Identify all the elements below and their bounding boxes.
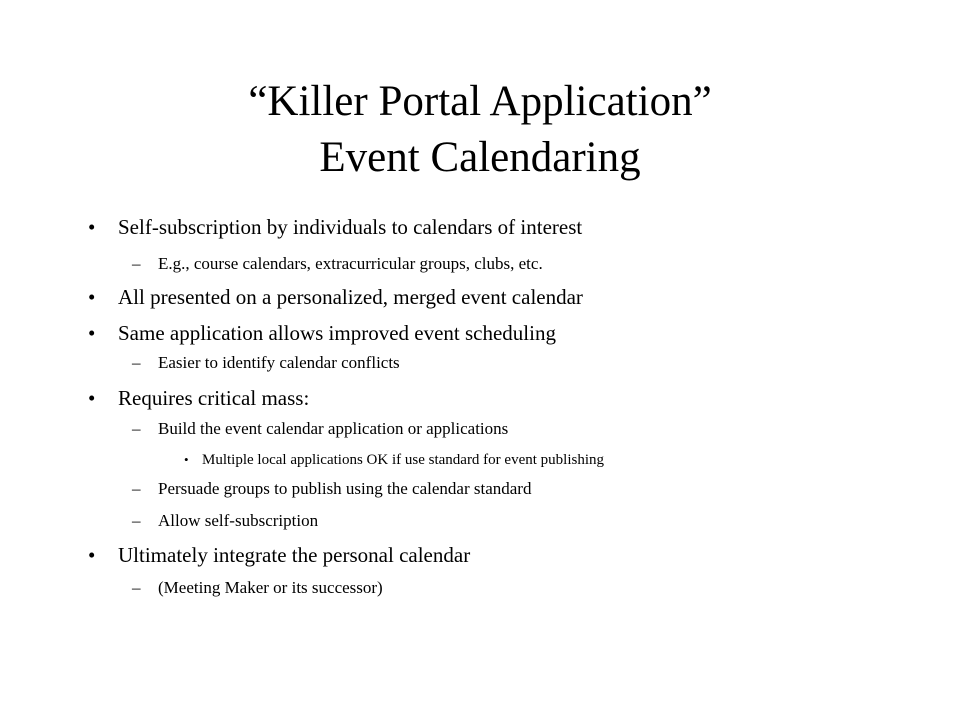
bullet-text: Self-subscription by individuals to calendars of interest [118,215,583,239]
sub-bullet-text: Persuade groups to publish using the calendar standard [158,479,532,498]
bullet-text: Ultimately integrate the personal calendar [118,543,471,567]
title-line-1: “Killer Portal Application” [248,78,712,125]
dash-marker: – [132,479,141,498]
bullet-marker: • [88,543,96,567]
sub-sub-bullet-item [184,450,604,470]
bullet-item [88,542,471,568]
sub-bullet-text: (Meeting Maker or its successor) [158,578,383,597]
bullet-text: Requires critical mass: [118,386,310,410]
bullet-item [88,320,556,346]
sub-bullet-item [132,510,319,532]
sub-bullet-item [132,352,400,374]
dash-marker: – [132,419,141,438]
bullet-marker: • [88,285,96,309]
bullet-text: Same application allows improved event scheduling [118,321,556,345]
bullet-item [88,214,583,240]
bullet-marker: • [88,215,96,239]
sub-bullet-item [132,253,543,275]
sub-bullet-text: Easier to identify calendar conflicts [158,353,400,372]
sub-bullet-item [132,478,532,500]
sub-bullet-text: Allow self-subscription [158,511,319,530]
slide-title [0,74,960,186]
title-line-2: Event Calendaring [319,134,641,181]
dash-marker: – [132,578,141,597]
bullet-item [88,284,583,310]
dash-marker: – [132,254,141,273]
dash-marker: – [132,511,141,530]
bullet-marker: • [184,452,189,467]
bullet-marker: • [88,386,96,410]
sub-bullet-item [132,418,509,440]
sub-bullet-text: E.g., course calendars, extracurricular groups, clubs, etc. [158,254,543,273]
bullet-item [88,385,310,411]
sub-bullet-item [132,577,383,599]
bullet-text: All presented on a personalized, merged event calendar [118,285,583,309]
sub-sub-bullet-text: Multiple local applications OK if use standard for event publishing [202,452,604,468]
sub-bullet-text: Build the event calendar application or applications [158,419,509,438]
dash-marker: – [132,353,141,372]
bullet-marker: • [88,321,96,345]
